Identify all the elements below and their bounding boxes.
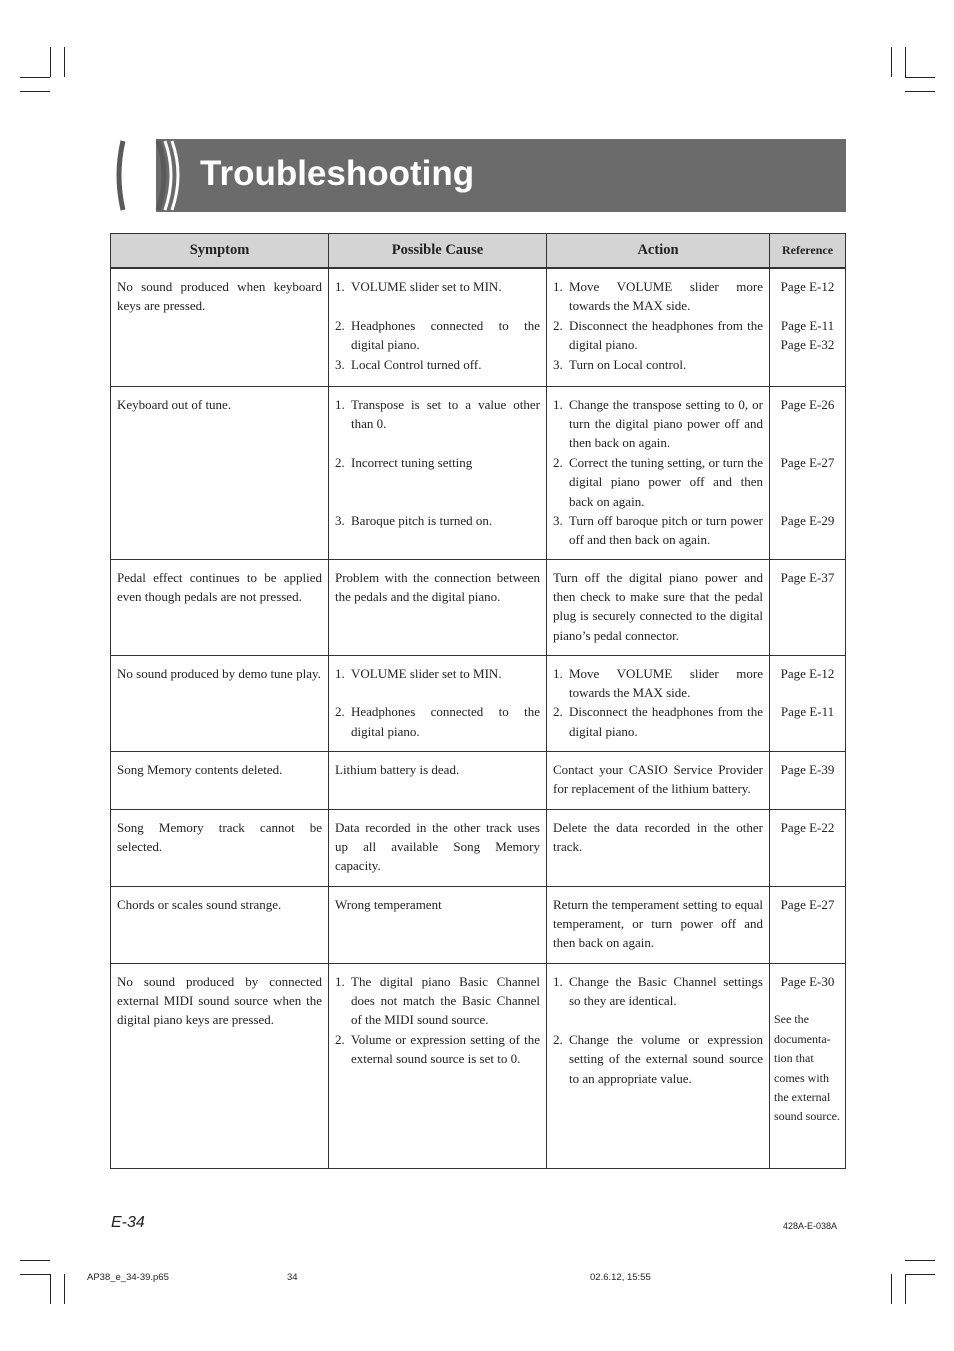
crop-mark	[891, 1274, 892, 1304]
symptom-cell: No sound produced by connected external MIDI sound source when the digital piano keys are pressed.	[111, 963, 329, 1168]
crop-mark	[905, 1274, 935, 1275]
list-item: 2. Disconnect the headphones from the digital piano.	[553, 317, 763, 353]
list-item: 2. Correct the tuning setting, or turn the digital piano power off and then back on again.	[553, 454, 763, 509]
list-item: 1. Move VOLUME slider more towards the MAX side.	[553, 665, 763, 700]
table-row	[111, 268, 846, 386]
crop-mark	[64, 47, 65, 77]
action-cell	[547, 268, 770, 386]
page-reference: Page E-37	[780, 569, 835, 585]
symptom-cell: Song Memory contents deleted.	[111, 751, 329, 809]
list-item: 2. Disconnect the headphones from the digital piano.	[553, 704, 763, 739]
page-reference: Page E-22	[780, 819, 835, 835]
list-item: 2. Incorrect tuning setting	[335, 454, 473, 470]
action-cell	[547, 386, 770, 559]
page-reference: Page E-27	[780, 454, 835, 470]
table-row	[111, 559, 846, 655]
page-reference: Page E-11	[780, 704, 835, 720]
cause-cell: Lithium battery is dead.	[329, 751, 547, 809]
list-item: 3. Turn off baroque pitch or turn power off and then back on again.	[553, 512, 763, 548]
table-header-row	[111, 234, 846, 269]
table-row	[111, 809, 846, 886]
reference-cell	[770, 751, 846, 809]
sheet-number: 34	[287, 1272, 298, 1283]
cause-cell	[329, 268, 547, 386]
file-name: AP38_e_34-39.p65	[87, 1272, 169, 1283]
action-cell	[547, 655, 770, 751]
document-code: 428A-E-038A	[783, 1221, 838, 1231]
column-header-action: Action	[547, 234, 770, 269]
table-row	[111, 386, 846, 559]
list-item: 3. Local Control turned off.	[335, 356, 482, 372]
reference-cell	[770, 809, 846, 886]
crop-mark	[891, 47, 892, 77]
column-header-symptom: Symptom	[111, 234, 329, 269]
table-row	[111, 963, 846, 1168]
reference-cell	[770, 963, 846, 1168]
crop-mark	[905, 77, 935, 78]
action-cell: Contact your CASIO Service Provider for replacement of the lithium battery.	[547, 751, 770, 809]
symptom-cell: Song Memory track cannot be selected.	[111, 809, 329, 886]
crop-mark	[20, 77, 50, 78]
cause-cell: Data recorded in the other track uses up all available Song Memory capacity.	[329, 809, 547, 886]
column-header-reference: Reference	[770, 234, 846, 269]
action-cell	[547, 963, 770, 1168]
reference-cell	[770, 386, 846, 559]
list-item: 2. Headphones connected to the digital piano.	[335, 317, 540, 353]
reference-cell	[770, 886, 846, 963]
page-number: E-34	[111, 1214, 145, 1231]
crop-mark	[64, 1274, 65, 1304]
action-cell: Return the temperament setting to equal temperament, or turn power off and then back on again.	[547, 886, 770, 963]
page-reference: Page E-29	[780, 512, 835, 528]
crop-mark	[20, 1260, 50, 1261]
crop-mark	[20, 1274, 50, 1275]
table-row	[111, 655, 846, 751]
page-reference: Page E-11	[780, 317, 835, 333]
list-item: 2. Change the volume or expression setting of the external sound source to an appropriate value.	[553, 1031, 763, 1086]
page-reference: Page E-32	[780, 337, 835, 353]
crop-mark	[905, 1260, 935, 1261]
page-reference: Page E-39	[780, 761, 835, 777]
bracket-ornament-icon	[110, 139, 190, 212]
action-cell: Delete the data recorded in the other track.	[547, 809, 770, 886]
list-item: 2. Volume or expression setting of the external sound source is set to 0.	[335, 1031, 540, 1067]
list-item: 1. Move VOLUME slider more towards the MAX side.	[553, 279, 763, 314]
list-item: 3. Turn on Local control.	[553, 356, 687, 372]
symptom-cell: Pedal effect continues to be applied even though pedals are not pressed.	[111, 559, 329, 655]
page-title: Troubleshooting	[200, 154, 475, 193]
page-reference: Page E-27	[780, 896, 835, 912]
list-item: 1. The digital piano Basic Channel does not match the Basic Channel of the MIDI sound source.	[335, 973, 540, 1028]
symptom-cell: No sound produced by demo tune play.	[111, 655, 329, 751]
action-cell: Turn off the digital piano power and then check to make sure that the pedal plug is securely connected to the digital piano’s pedal connector.	[547, 559, 770, 655]
cause-cell	[329, 655, 547, 751]
list-item: 1. Change the transpose setting to 0, or turn the digital piano power off and then back on again.	[553, 396, 763, 451]
list-item: 1. VOLUME slider set to MIN.	[335, 279, 502, 294]
column-header-possible-cause: Possible Cause	[329, 234, 547, 269]
page-reference: Page E-12	[780, 665, 835, 681]
table-row	[111, 886, 846, 963]
crop-mark	[905, 1274, 906, 1304]
list-item: 1. VOLUME slider set to MIN.	[335, 665, 502, 681]
list-item: 1. Change the Basic Channel settings so they are identical.	[553, 973, 763, 1008]
external-reference-note: See the documenta- tion that comes with the external sound source.	[774, 1012, 840, 1124]
reference-cell	[770, 559, 846, 655]
cause-cell: Wrong temperament	[329, 886, 547, 963]
page-reference: Page E-12	[780, 279, 835, 294]
reference-cell	[770, 268, 846, 386]
symptom-cell: No sound produced when keyboard keys are pressed.	[111, 268, 329, 386]
reference-cell	[770, 655, 846, 751]
crop-mark	[50, 1274, 51, 1304]
crop-mark	[50, 47, 51, 77]
list-item: 1. Transpose is set to a value other than 0.	[335, 396, 540, 431]
list-item: 2. Headphones connected to the digital piano.	[335, 704, 540, 739]
cause-cell	[329, 963, 547, 1168]
cause-cell: Problem with the connection between the pedals and the digital piano.	[329, 559, 547, 655]
crop-mark	[905, 47, 906, 77]
crop-mark	[905, 91, 935, 92]
troubleshooting-table	[110, 233, 846, 1169]
table-row	[111, 751, 846, 809]
symptom-cell: Keyboard out of tune.	[111, 386, 329, 559]
page-reference: Page E-30	[780, 973, 835, 989]
cause-cell	[329, 386, 547, 559]
crop-mark	[20, 91, 50, 92]
page-reference: Page E-26	[780, 396, 835, 412]
print-timestamp: 02.6.12, 15:55	[590, 1272, 651, 1283]
list-item: 3. Baroque pitch is turned on.	[335, 512, 493, 528]
symptom-cell: Chords or scales sound strange.	[111, 886, 329, 963]
